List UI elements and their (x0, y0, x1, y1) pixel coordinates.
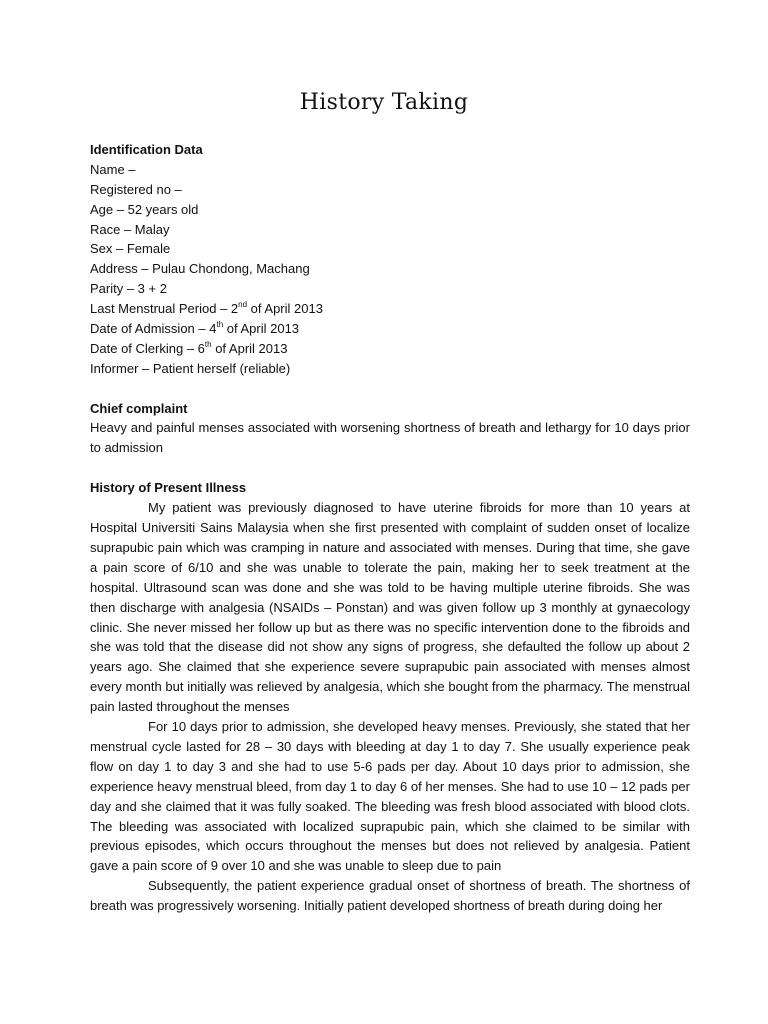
name-line: Name – (90, 161, 136, 177)
doc-suffix: of April 2013 (211, 340, 288, 356)
lmp-suffix: of April 2013 (247, 301, 323, 317)
page-title: History Taking (299, 90, 469, 115)
identification-heading: Identification Data (90, 142, 203, 157)
doa-prefix: Date of Admission – 4 (90, 321, 217, 337)
address-line: Address – Pulau Chondong, Machang (90, 261, 310, 277)
doa-ordinal: th (216, 319, 224, 329)
chief-complaint-heading: Chief complaint (90, 400, 188, 416)
date-of-admission-line (90, 319, 690, 339)
lmp-ordinal: nd (238, 299, 248, 309)
last-menstrual-period-line (90, 299, 690, 319)
hpi-paragraph-3: Subsequently, the patient experience gradual onset of shortness of breath. The shortness of breath was progressively worsening. Initially patient developed shortness of breath during doing her (90, 878, 690, 914)
informer-line: Informer – Patient herself (reliable) (90, 360, 291, 376)
section-gap (90, 379, 690, 399)
hpi-heading: History of Present Illness (90, 480, 247, 496)
document-body (90, 140, 690, 916)
age-line: Age – 52 years old (90, 201, 199, 217)
registered-no-line: Registered no – (90, 181, 182, 197)
hpi-paragraph-1: My patient was previously diagnosed to have uterine fibroids for more than 10 years at Hospital Universiti Sains Malaysia when she first presented with complaint of sudden onset of localize suprapubic pain which was cramping in nature and associated with menses. During that time, she gave a pain score of 6/10 and she was unable to tolerate the pain, making her to seek treatment at the hospital. Ultrasound scan was done and she was told to be having multiple uterine fibroids. She was then discharge with analgesia (NSAIDs – Ponstan) and was given follow up 3 monthly at gynaecology clinic. She never missed her follow up but as there was no specific intervention done to the fibroids and she was told that the disease did not show any signs of progress, she defaulted the follow up about 2 years ago. She claimed that she experience severe suprapubic pain associated with menses almost every month but initially was relieved by analgesia, which she bought from the pharmacy. The menstrual pain lasted throughout the menses (90, 500, 690, 715)
race-line: Race – Malay (90, 221, 170, 237)
hpi-paragraph-2: For 10 days prior to admission, she developed heavy menses. Previously, she stated that her menstrual cycle lasted for 28 – 30 days with bleeding at day 1 to day 7. She usually experience peak flow on day 1 to day 3 and she had to use 5-6 pads per day. About 10 days prior to admission, she experience heavy menstrual bleed, from day 1 to day 6 of her menses. She had to use 10 – 12 pads per day and she claimed that it was fully soaked. The bleeding was fresh blood associated with blood clots. The bleeding was associated with localized suprapubic pain, which she claimed to be similar with previous episodes, which occurs throughout the menses but does not relieved by analgesia. Patient gave a pain score of 9 over 10 and she was unable to sleep due to pain (90, 719, 690, 874)
chief-complaint-text: Heavy and painful menses associated with worsening shortness of breath and lethargy for 10 days prior to admission (90, 420, 690, 456)
doa-suffix: of April 2013 (223, 321, 300, 337)
parity-line: Parity – 3 + 2 (90, 281, 167, 297)
sex-line: Sex – Female (90, 241, 171, 257)
section-gap (90, 458, 690, 478)
lmp-prefix: Last Menstrual Period – 2 (90, 301, 239, 317)
date-of-clerking-line (90, 339, 690, 359)
doc-ordinal: th (204, 339, 212, 349)
doc-prefix: Date of Clerking – 6 (90, 340, 205, 356)
